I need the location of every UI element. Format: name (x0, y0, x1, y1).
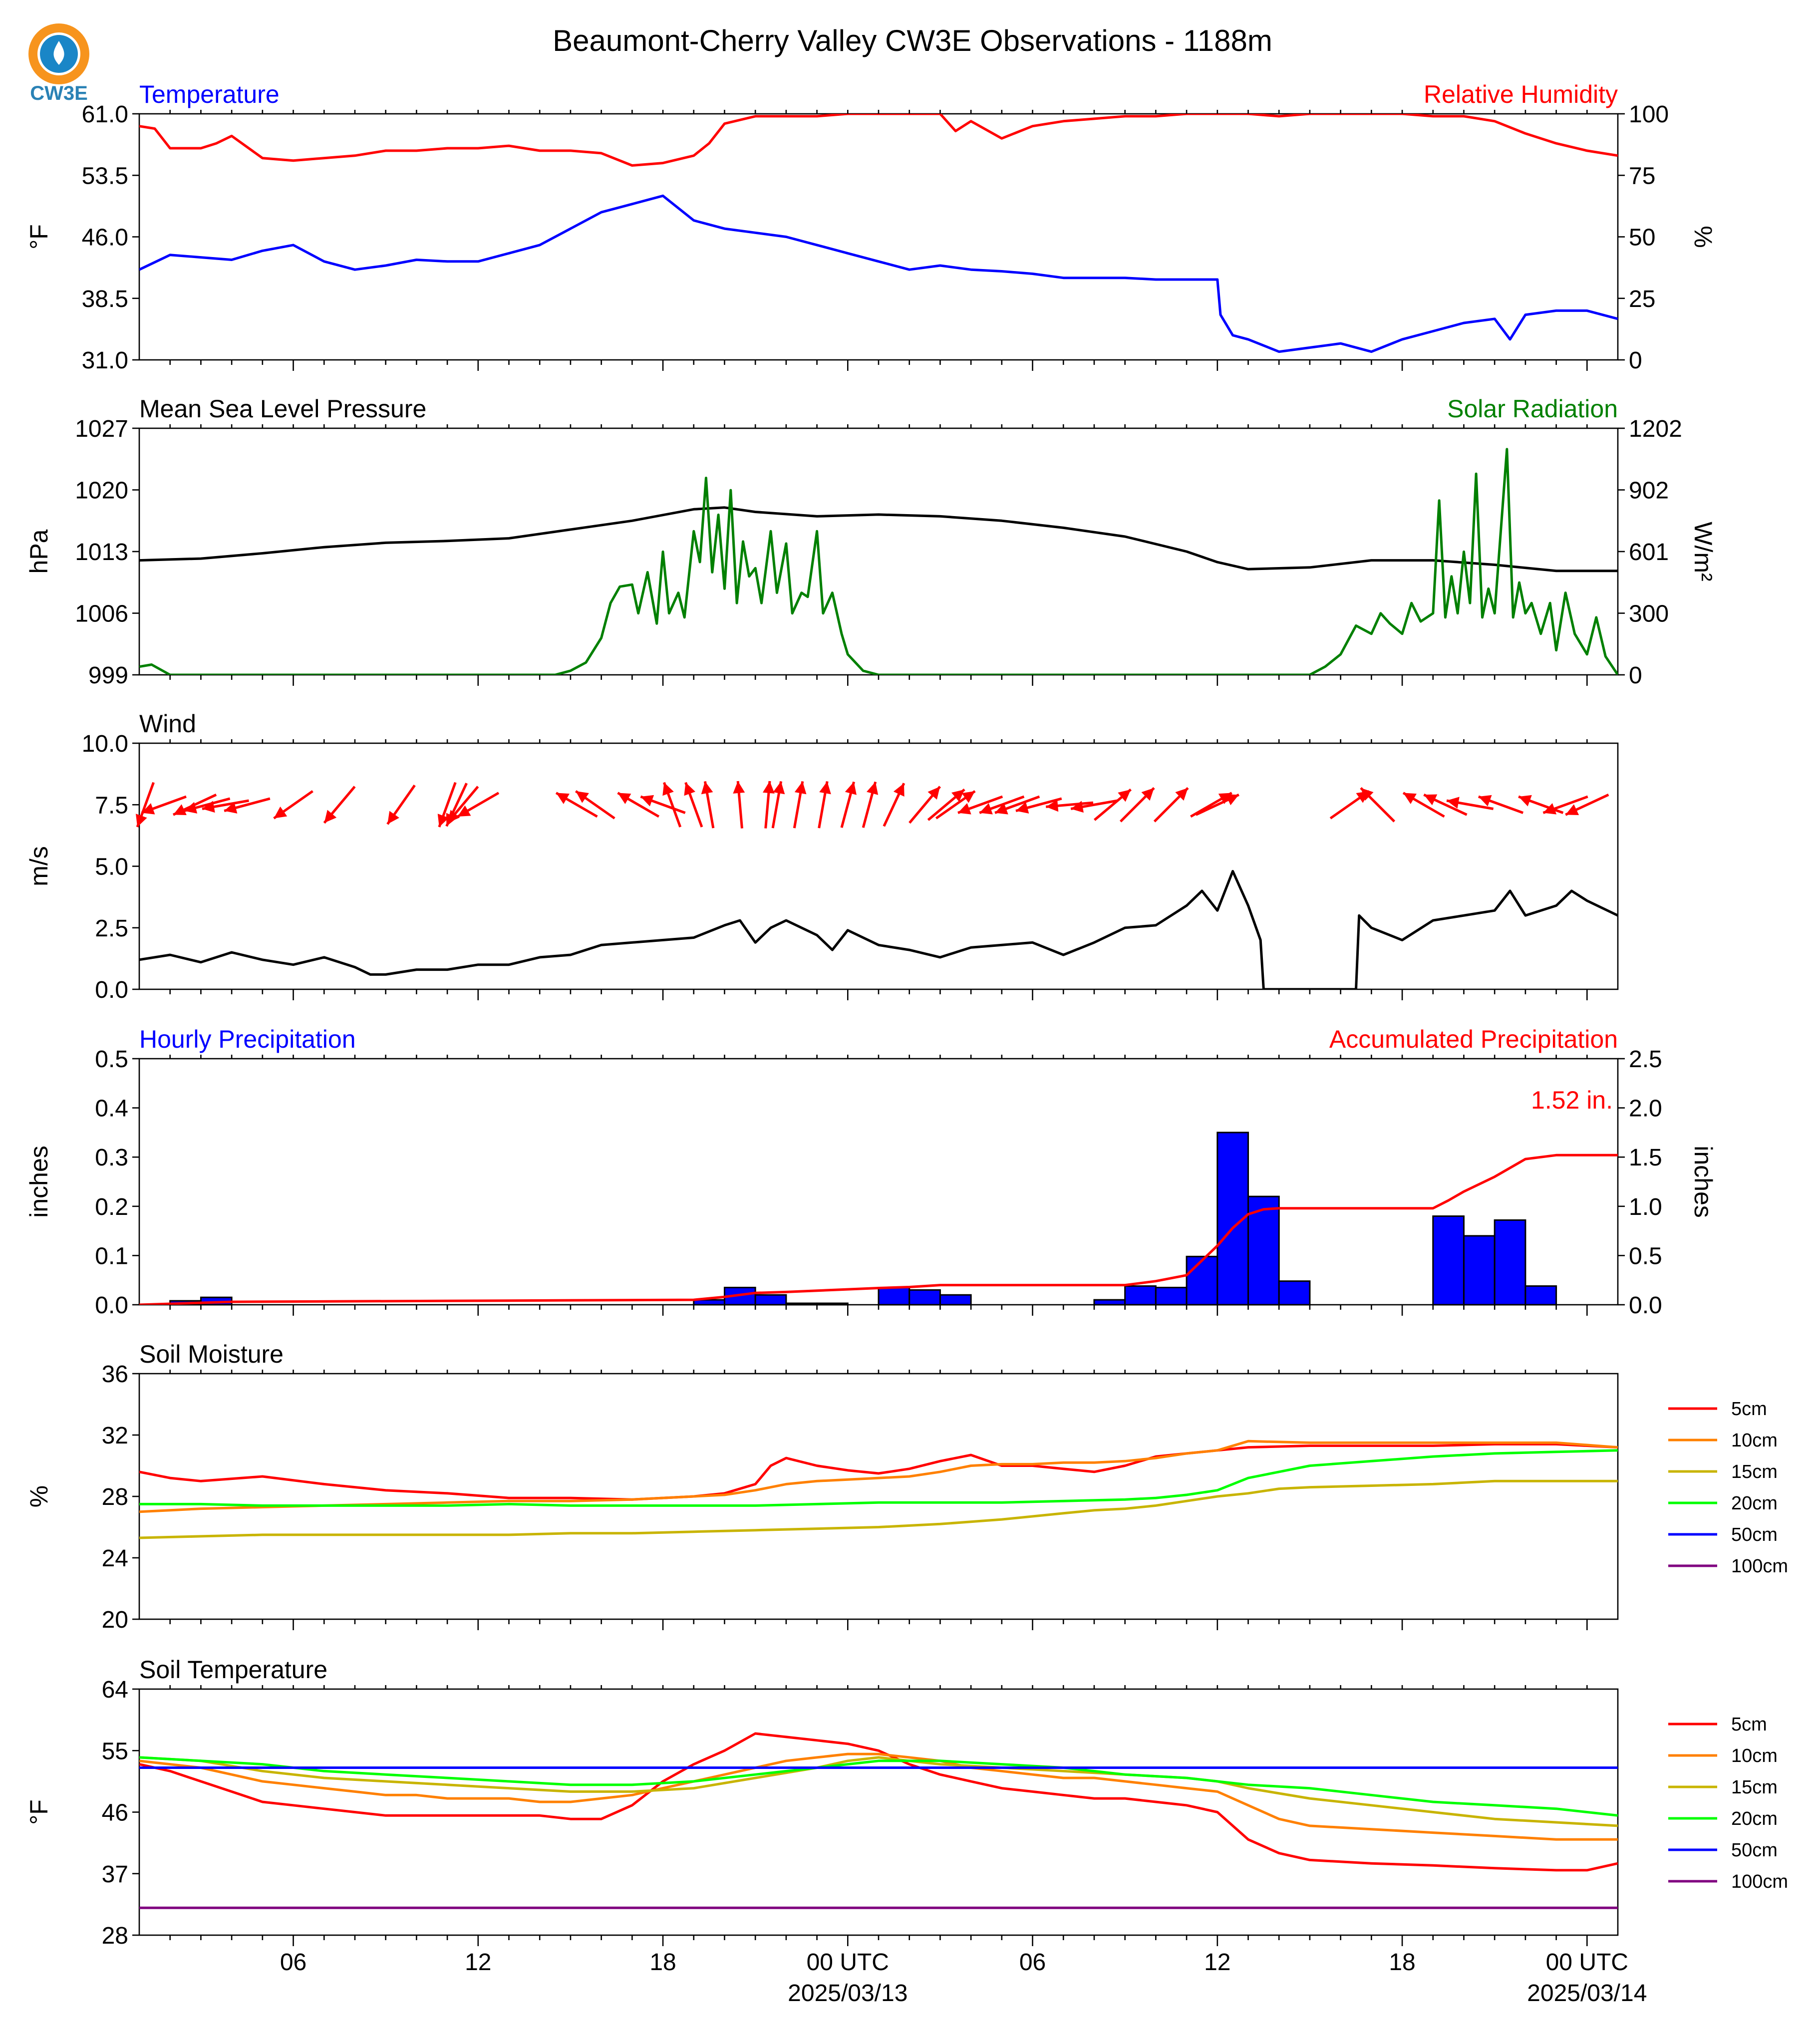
y-axis-label: inches (25, 1146, 53, 1218)
panel-title-right: Relative Humidity (1423, 80, 1618, 108)
y-axis-label: °F (25, 224, 53, 250)
y-right-tick-label: 1.0 (1629, 1193, 1662, 1220)
y-tick-label: 0.0 (95, 1292, 128, 1319)
panel-title-left: Hourly Precipitation (139, 1025, 356, 1053)
y-right-tick-label: 0 (1629, 347, 1642, 374)
x-tick-label: 12 (465, 1949, 492, 1976)
y-tick-label: 28 (101, 1484, 128, 1510)
x-tick-label: 06 (1019, 1949, 1046, 1976)
y-right-tick-label: 300 (1629, 600, 1669, 627)
panel-title-left: Soil Moisture (139, 1340, 284, 1368)
cw3e-logo (30, 28, 88, 104)
y-tick-label: 0.4 (95, 1095, 128, 1122)
y-tick-label: 46 (101, 1799, 128, 1826)
legend-label: 10cm (1731, 1430, 1778, 1451)
legend-label: 15cm (1731, 1461, 1778, 1482)
legend-label: 50cm (1731, 1524, 1778, 1545)
y-right-tick-label: 25 (1629, 286, 1656, 312)
precip-bar (1156, 1287, 1187, 1305)
precip-bar (910, 1290, 940, 1305)
figure-title: Beaumont-Cherry Valley CW3E Observations - 1188m (553, 24, 1272, 57)
y-tick-label: 64 (101, 1677, 128, 1703)
legend-label: 100cm (1731, 1871, 1789, 1892)
y-right-tick-label: 0.5 (1629, 1243, 1662, 1270)
y-tick-label: 0.0 (95, 977, 128, 1003)
legend-label: 15cm (1731, 1777, 1778, 1798)
y-tick-label: 20 (101, 1607, 128, 1633)
x-tick-label: 18 (1389, 1949, 1416, 1976)
y-tick-label: 999 (88, 662, 128, 689)
y-right-tick-label: 0.0 (1629, 1292, 1662, 1319)
panel-title-left: Wind (139, 710, 196, 738)
y-right-tick-label: 2.5 (1629, 1046, 1662, 1073)
precip-bar (1094, 1300, 1125, 1305)
y-tick-label: 1006 (75, 600, 128, 627)
legend-label: 50cm (1731, 1840, 1778, 1861)
precip-bar (1187, 1256, 1217, 1305)
legend-label: 10cm (1731, 1745, 1778, 1766)
y-axis-label: % (25, 1485, 53, 1508)
y-right-tick-label: 902 (1629, 477, 1669, 504)
precip-bar (1525, 1286, 1556, 1305)
y-tick-label: 0.1 (95, 1243, 128, 1270)
panel-title-right: Accumulated Precipitation (1329, 1025, 1618, 1053)
y-tick-label: 55 (101, 1738, 128, 1765)
precip-bar (1125, 1286, 1156, 1305)
legend-label: 20cm (1731, 1808, 1778, 1829)
y-right-tick-label: 2.0 (1629, 1095, 1662, 1122)
y-tick-label: 61.0 (81, 101, 128, 128)
precip-bar (786, 1303, 817, 1305)
y-axis-label: m/s (25, 846, 53, 886)
y-axis-label: °F (25, 1799, 53, 1825)
y-right-axis-label: W/m² (1689, 522, 1717, 581)
y-tick-label: 53.5 (81, 163, 128, 190)
legend-label: 5cm (1731, 1714, 1767, 1735)
accumulated-total-annotation: 1.52 in. (1530, 1086, 1613, 1114)
x-tick-label: 18 (649, 1949, 676, 1976)
y-tick-label: 28 (101, 1923, 128, 1949)
panel-title-right: Solar Radiation (1447, 395, 1618, 423)
y-tick-label: 5.0 (95, 854, 128, 880)
x-tick-label: 06 (280, 1949, 307, 1976)
y-tick-label: 36 (101, 1361, 128, 1388)
y-right-tick-label: 75 (1629, 163, 1656, 190)
y-tick-label: 1027 (75, 416, 128, 442)
y-tick-label: 10.0 (81, 731, 128, 757)
precip-bar (879, 1287, 910, 1305)
y-tick-label: 32 (101, 1423, 128, 1449)
y-tick-label: 2.5 (95, 915, 128, 942)
panel-title-left: Soil Temperature (139, 1656, 328, 1684)
legend-label: 100cm (1731, 1556, 1789, 1577)
y-right-tick-label: 601 (1629, 539, 1669, 566)
x-tick-label: 00 UTC (1545, 1949, 1628, 1976)
y-right-tick-label: 0 (1629, 662, 1642, 689)
y-tick-label: 31.0 (81, 347, 128, 374)
y-right-tick-label: 50 (1629, 224, 1656, 251)
y-right-tick-label: 1.5 (1629, 1145, 1662, 1171)
y-axis-label: hPa (25, 529, 53, 574)
precip-bar (1495, 1220, 1525, 1305)
y-tick-label: 24 (101, 1545, 128, 1572)
x-tick-label: 12 (1204, 1949, 1231, 1976)
y-tick-label: 0.5 (95, 1046, 128, 1073)
y-right-tick-label: 100 (1629, 101, 1669, 128)
y-right-axis-label: inches (1689, 1146, 1717, 1218)
y-tick-label: 0.2 (95, 1193, 128, 1220)
precip-bar (755, 1295, 786, 1305)
y-tick-label: 38.5 (81, 286, 128, 312)
y-tick-label: 46.0 (81, 224, 128, 251)
precip-bar (1279, 1281, 1310, 1305)
panel-title-left: Mean Sea Level Pressure (139, 395, 427, 423)
x-tick-label: 00 UTC (806, 1949, 889, 1976)
y-tick-label: 0.3 (95, 1145, 128, 1171)
y-tick-label: 1020 (75, 477, 128, 504)
x-date-label: 2025/03/13 (788, 1980, 908, 2007)
y-tick-label: 1013 (75, 539, 128, 566)
y-tick-label: 7.5 (95, 792, 128, 819)
y-tick-label: 37 (101, 1861, 128, 1888)
legend-label: 5cm (1731, 1399, 1767, 1420)
logo-text: CW3E (30, 82, 88, 104)
panel-title-left: Temperature (139, 80, 280, 108)
precip-bar (1433, 1216, 1464, 1305)
precip-bar (817, 1303, 848, 1305)
y-right-axis-label: % (1689, 226, 1717, 248)
y-right-tick-label: 1202 (1629, 416, 1682, 442)
x-date-label: 2025/03/14 (1527, 1980, 1647, 2007)
legend-label: 20cm (1731, 1493, 1778, 1514)
precip-bar (940, 1295, 971, 1305)
precip-bar (1464, 1236, 1495, 1305)
